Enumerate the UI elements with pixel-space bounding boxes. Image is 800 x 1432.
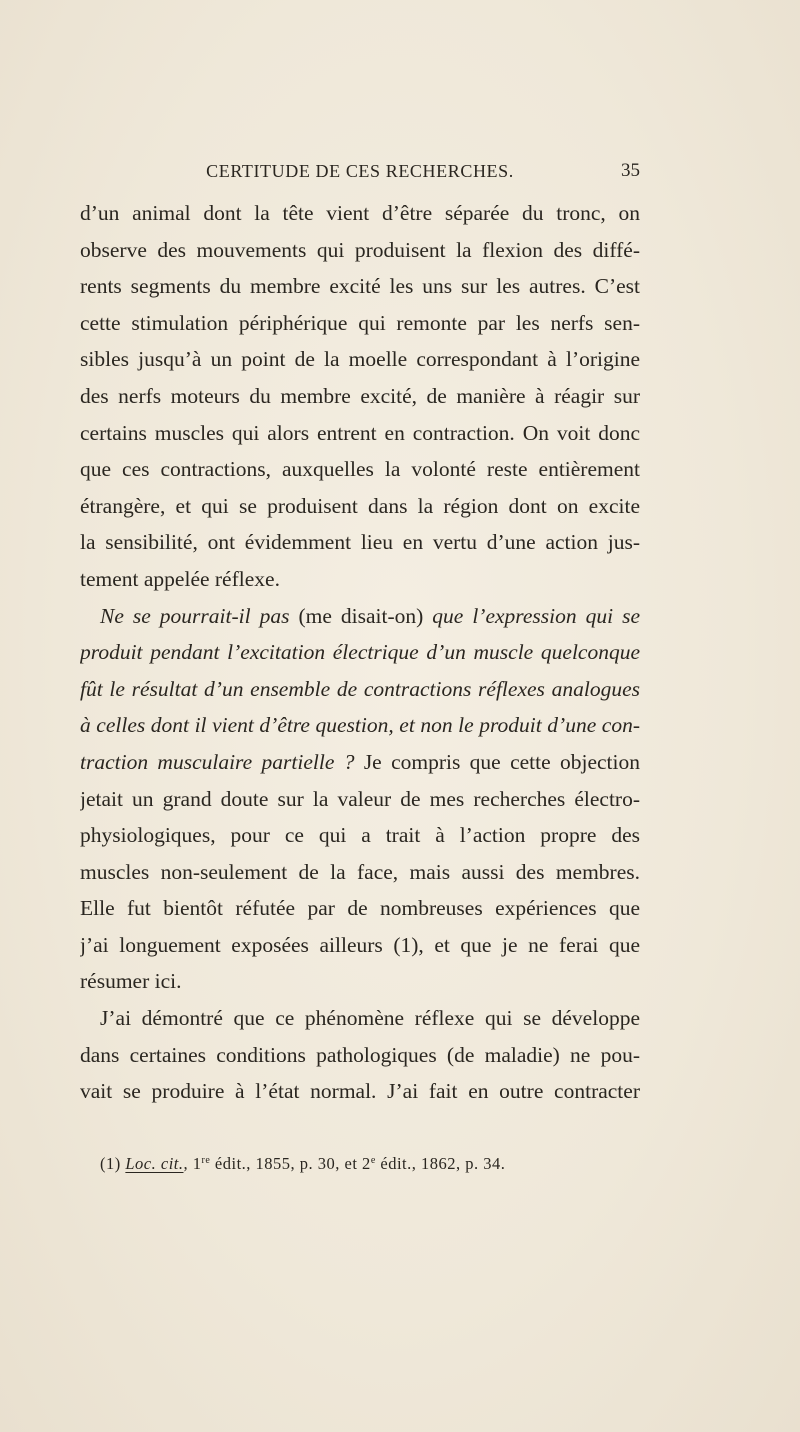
text-line: dans certaines conditions pathologiques (de maladie) ne pou- — [80, 1042, 640, 1067]
italic-span: traction musculaire partielle ? — [80, 749, 355, 774]
footnote-edition-suffix: e — [370, 1155, 376, 1166]
footnote-marker: (1) — [100, 1154, 126, 1173]
text-line: physiologiques, pour ce qui a trait à l’action propre des — [80, 823, 640, 848]
text-line: certains muscles qui alors entrent en contraction. On voit donc — [80, 420, 640, 445]
footnote-separator: , — [183, 1154, 193, 1173]
footnote-text: édit., 1855, p. 30, et 2 — [210, 1154, 371, 1173]
running-head — [80, 158, 640, 184]
text-line — [80, 744, 640, 781]
footnote-edition-number: 1 — [192, 1154, 202, 1173]
text-line: rents segments du membre excité les uns sur les autres. C’est — [80, 274, 640, 299]
text-line: d’un animal dont la tête vient d’être séparée du tronc, on — [80, 201, 640, 225]
footnote — [100, 1148, 640, 1177]
italic-span: Ne se pourrait-il pas — [100, 603, 290, 628]
text-line: fût le résultat d’un ensemble de contractions réflexes analogues — [80, 676, 640, 701]
italic-span: que l’expression qui se — [432, 603, 640, 628]
page-number: 35 — [621, 160, 640, 181]
text-span: Je compris que cette objection — [354, 749, 640, 774]
text-line: cette stimulation périphérique qui remonte par les nerfs sen- — [80, 310, 640, 335]
footnote-edition-suffix: re — [201, 1155, 211, 1166]
text-line — [80, 598, 640, 635]
text-line: vait se produire à l’état normal. J’ai fait en outre contracter — [80, 1079, 640, 1104]
footnote-text: édit., 1862, p. 34. — [375, 1154, 506, 1173]
footnote-loc-cit: Loc. cit. — [125, 1154, 184, 1173]
text-line: J’ai démontré que ce phénomène réflexe qui se développe — [100, 1006, 640, 1031]
text-line: Elle fut bientôt réfutée par de nombreuses expériences que — [80, 896, 640, 921]
running-title: CERTITUDE DE CES RECHERCHES. — [206, 161, 514, 181]
text-line: muscles non-seulement de la face, mais aussi des membres. — [80, 859, 640, 884]
text-line: observe des mouvements qui produisent la flexion des diffé- — [80, 237, 640, 262]
body-text — [80, 195, 640, 1110]
text-line: tement appelée réflexe. — [80, 566, 280, 591]
text-line: à celles dont il vient d’être question, et non le produit d’une con- — [80, 713, 640, 738]
text-line: étrangère, et qui se produisent dans la région dont on excite — [80, 493, 640, 518]
text-line: résumer ici. — [80, 969, 182, 994]
text-line: des nerfs moteurs du membre excité, de manière à réagir sur — [80, 383, 640, 408]
text-line: j’ai longuement exposées ailleurs (1), et que je ne ferai que — [80, 932, 640, 957]
text-line: jetait un grand doute sur la valeur de mes recherches électro- — [80, 786, 640, 811]
text-line: que ces contractions, auxquelles la volonté reste entièrement — [80, 457, 640, 482]
text-line: sibles jusqu’à un point de la moelle correspondant à l’origine — [80, 347, 640, 372]
text-line: la sensibilité, ont évidemment lieu en vertu d’une action jus- — [80, 530, 640, 555]
text-line: produit pendant l’excitation électrique d’un muscle quelconque — [80, 640, 640, 665]
text-span: (me disait-on) — [289, 603, 433, 628]
